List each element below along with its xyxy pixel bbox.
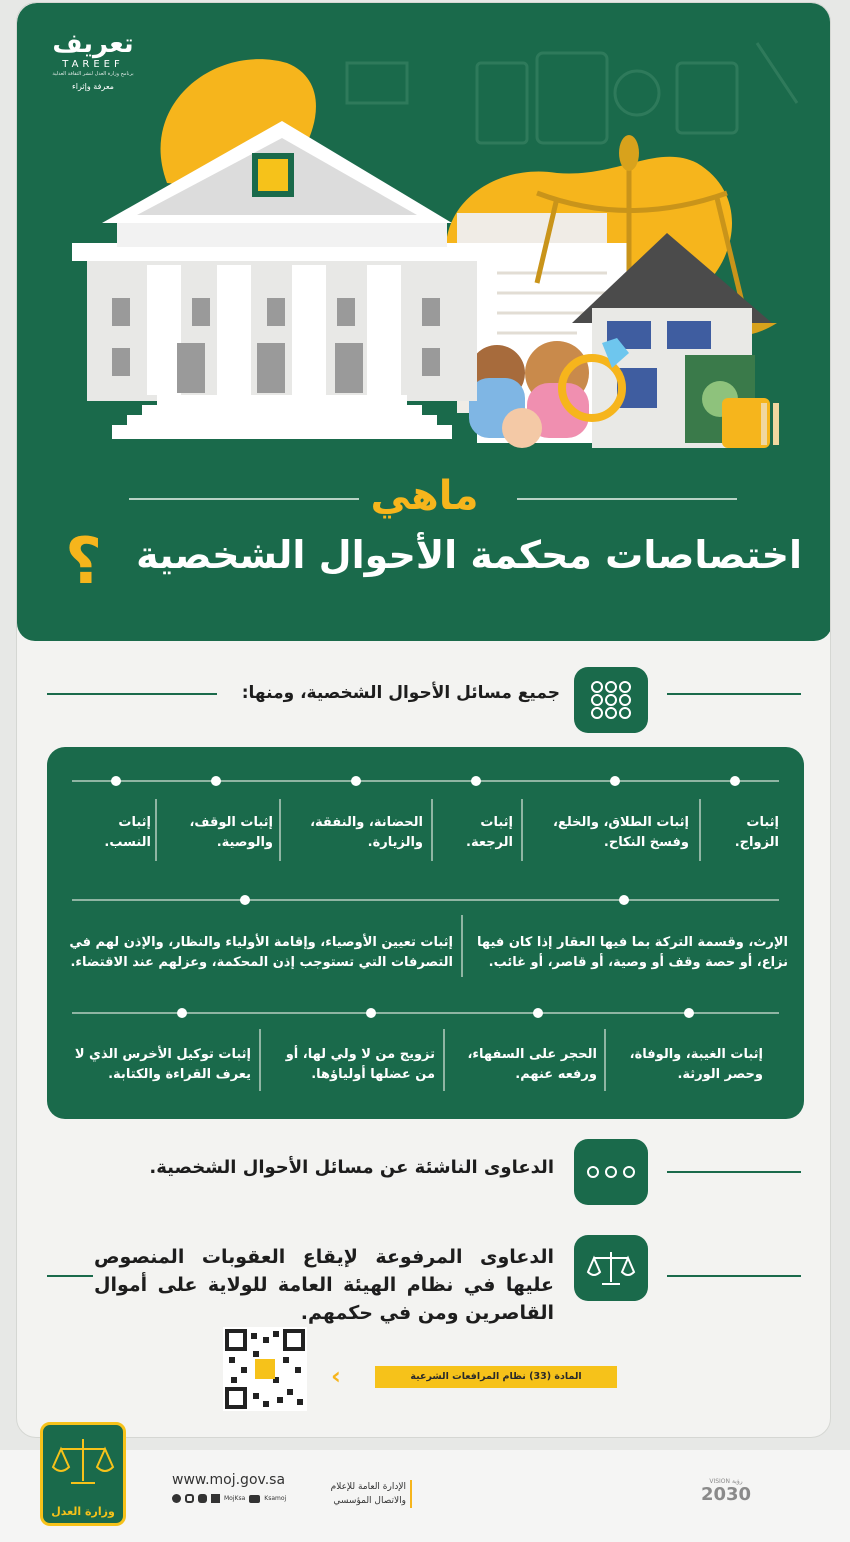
video-handle: Ksamoj [264,1495,287,1502]
matter-item: إثبات الطلاق، والخلع، وفسخ النكاح. [553,815,689,850]
chevron-left-icon: ‹ [331,1362,341,1390]
timeline-dot [111,776,121,786]
timeline-row2 [72,899,779,901]
separator [699,799,701,861]
website-link[interactable]: www.moj.gov.sa [172,1472,286,1488]
vision-label: VISION رؤية [709,1478,743,1485]
matter-item: الإرث، وقسمة التركة بما فيها العقار إذا كان فيها نزاع، أو حصة وقف أو وصية، أو قاصر، أو غائب. [477,935,788,970]
brand-subtitle: برنامج وزارة العدل لنشر الثقافة العدلية [52,71,134,77]
timeline-dot [211,776,221,786]
vision-2030-logo [696,1478,756,1505]
matter-item: إثبات الغيبة، والوفاة، وحصر الورثة. [629,1047,763,1082]
footer [0,1450,850,1542]
section3-line-left [47,1275,93,1277]
separator [279,799,281,861]
section1-line-left [47,693,217,695]
hero-banner [17,3,831,641]
section3-line-right [667,1275,801,1277]
section1-label: جميع مسائل الأحوال الشخصية، ومنها: [241,683,560,703]
snapchat-icon[interactable] [198,1494,207,1503]
department-name [312,1480,412,1508]
scales-icon [574,1235,648,1301]
matters-panel [47,747,804,1119]
section2-line [667,1171,801,1173]
matter-item: الحضانة، والنفقة، والزيارة. [310,815,423,850]
separator [521,799,523,861]
section2-label: الدعاوى الناشئة عن مسائل الأحوال الشخصية. [149,1157,554,1178]
timeline-dot [351,776,361,786]
separator [431,799,433,861]
question-mark-icon: ؟ [65,525,103,599]
timeline-dot [619,895,629,905]
headline-question: ماهي [370,473,479,519]
matter-item: إثبات توكيل الأخرس الذي لا يعرف القراءة والكتابة. [74,1047,251,1082]
brand-name-en: TAREEF [62,59,124,70]
matter-item: الحجر على السفهاء، ورفعه عنهم. [467,1047,597,1082]
timeline-dot [471,776,481,786]
timeline-dot [730,776,740,786]
youtube-icon[interactable] [249,1495,260,1503]
section1-line-right [667,693,801,695]
grid-dots-icon [574,667,648,733]
separator [443,1029,445,1091]
timeline-row1 [72,780,779,782]
social-handle: MojKsa [224,1495,246,1502]
dots-icon [574,1139,648,1205]
department-line1: الإدارة العامة للإعلام [330,1482,406,1492]
brand-tagline: معرفة وإثراء [72,82,114,91]
law-reference: المادة (33) نظام المرافعات الشرعية [375,1366,617,1388]
ministry-name: وزارة العدل [51,1505,115,1518]
separator [259,1029,261,1091]
qr-code[interactable] [223,1327,307,1411]
timeline-dot [366,1008,376,1018]
instagram-icon[interactable] [185,1494,194,1503]
matter-item: إثبات الزواج. [734,815,779,850]
linkedin-icon[interactable] [211,1494,220,1503]
matter-item: إثبات النسب. [104,815,151,850]
matter-item: إثبات تعيين الأوصياء، وإقامة الأولياء والنظار، والإذن لهم في التصرفات التي تستوجب إذن المحكمة، وعزلهم عند الاقتضاء. [69,935,453,970]
separator [155,799,157,861]
timeline-dot [684,1008,694,1018]
infographic-card [16,2,831,1438]
matter-item: إثبات الوقف، والوصية. [189,815,273,850]
tareef-logo [45,29,141,94]
section3-label: الدعاوى المرفوعة لإيقاع العقوبات المنصوص عليها في نظام الهيئة العامة للولاية على أموال القاصرين ومن في حكمهم. [94,1246,554,1324]
brand-name-ar: تعريف [52,29,134,59]
timeline-dot [177,1008,187,1018]
social-icons [172,1494,286,1503]
timeline-dot [533,1008,543,1018]
twitter-icon[interactable] [172,1494,181,1503]
timeline-dot [610,776,620,786]
separator [461,915,463,977]
separator [604,1029,606,1091]
vision-year: 2030 [700,1484,752,1505]
department-line2: والاتصال المؤسسي [333,1496,406,1506]
matter-item: إثبات الرجعة. [466,815,513,850]
matter-item: تزويج من لا ولي لها، أو من عضلها أولياؤها. [285,1047,435,1082]
ministry-logo [40,1422,126,1526]
headline-title: اختصاصات محكمة الأحوال الشخصية [136,533,802,577]
timeline-dot [240,895,250,905]
